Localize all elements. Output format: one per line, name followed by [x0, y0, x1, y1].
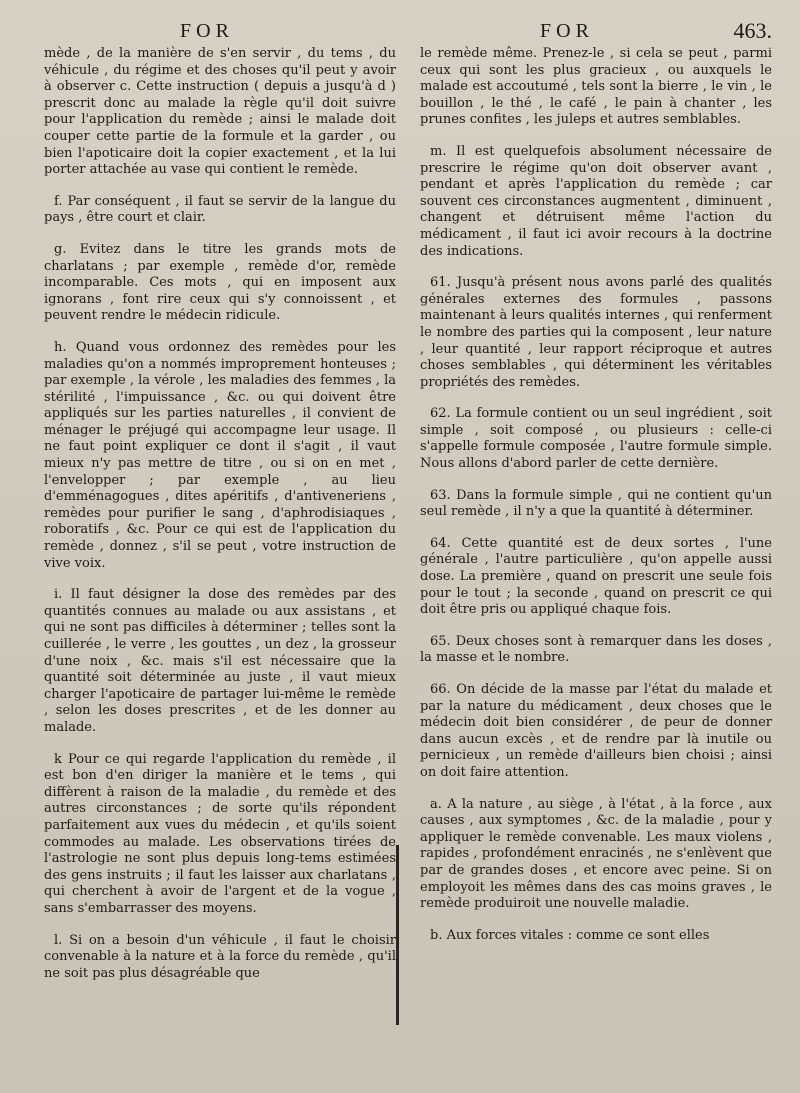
text-columns	[44, 46, 780, 997]
paragraph: k Pour ce qui regarde l'application du remède , il est bon d'en diriger la manière et le tems , qui diffèrent à raison de la maladie , du remède et des autres circonstances ; de sorte qu'ils répondent parfaitement aux vues du médecin , et qu'ils soient commodes au malade. Les observations tirées de l'astrologie ne sont plus depuis long-tems estimées des gens instruits ; il faut les laisser aux charlatans , qui cherchent à avoir de l'argent et de la vogue , sans s'embarrasser des moyens.	[44, 751, 396, 916]
header-right: FOR	[540, 20, 594, 42]
header-left: FOR	[180, 20, 234, 42]
paragraph: h. Quand vous ordonnez des remèdes pour les maladies qu'on a nommés improprement honteuses ; par exemple , la vérole , les maladies des femmes , la stérilité , l'impuissance , &c. ou qui doivent être appliqués sur les parties naturelles , il convient de ménager le préjugé qui accompagne leur usage. Il ne faut point expliquer ce dont il s'agit , il vaut mieux n'y pas mettre de titre , ou si on en met , l'envelopper ; par exemple , au lieu d'emménagogues , dites apéritifs , d'antiveneriens , remèdes pour purifier le sang , d'aphrodisiaques , roboratifs , &c. Pour ce qui est de l'application du remède , donnez , s'il se peut , votre instruction de vive voix.	[44, 339, 396, 571]
paragraph: g. Evitez dans le titre les grands mots de charlatans ; par exemple , remède d'or, remède incomparable. Ces mots , qui en imposent aux ignorans , font rire ceux qui s'y connoissent , et peuvent rendre le médecin ridicule.	[44, 241, 396, 324]
paragraph: b. Aux forces vitales : comme ce sont elles	[430, 927, 710, 943]
paragraph: 64. Cette quantité est de deux sortes , l'une générale , l'autre particulière , qu'on appelle aussi dose. La première , quand on prescrit une seule fois pour le tout ; la seconde , quand on prescrit ce qui doit être pris ou appliqué chaque fois.	[420, 535, 772, 618]
margin-rule	[396, 845, 399, 1025]
paragraph: le remède même. Prenez-le , si cela se peut , parmi ceux qui sont les plus gracieux , ou auxquels le malade est accoutumé , tels sont la bierre , le vin , le bouillon , le thé , le café , le pain à chanter , les prunes confites , les juleps et autres semblables.	[420, 46, 772, 128]
running-header	[44, 14, 780, 46]
page-number: 463.	[733, 18, 772, 43]
paragraph: 61. Jusqu'à présent nous avons parlé des qualités générales externes des formules , passons maintenant à leurs qualités internes , qui renferment le nombre des parties qui la composent , leur nature , leur quantité , leur rapport réciproque et autres choses semblables , qui déterminent les véritables propriétés des remèdes.	[420, 275, 772, 390]
right-column	[420, 46, 772, 997]
paragraph: 63. Dans la formule simple , qui ne contient qu'un seul remède , il n'y a que la quantité à déterminer.	[420, 487, 772, 520]
paragraph: 66. On décide de la masse par l'état du malade et par la nature du médicament , deux choses que le médecin doit bien considérer , de peur de donner dans aucun excès , et de rendre par là inutile ou pernicieux , un remède d'ailleurs bien choisi ; ainsi on doit faire attention.	[420, 682, 772, 780]
left-column	[44, 46, 396, 997]
paragraph: 65. Deux choses sont à remarquer dans les doses , la masse et le nombre.	[420, 633, 772, 666]
paragraph: 62. La formule contient ou un seul ingrédient , soit simple , soit composé , ou plusieurs : celle-ci s'appelle formule composée , l'autre formule simple. Nous allons d'abord parler de cette dernière.	[420, 406, 772, 472]
paragraph: m. Il est quelquefois absolument nécessaire de prescrire le régime qu'on doit observer avant , pendant et après l'application du remède ; car souvent ces circonstances augmentent , diminuent , changent et détruisent même l'action du médicament , il faut ici avoir recours à la doctrine des indications.	[420, 143, 772, 259]
paragraph: l. Si on a besoin d'un véhicule , il faut le choisir convenable à la nature et à la force du remède , qu'il ne soit pas plus désagréable que	[44, 932, 396, 981]
paragraph: i. Il faut désigner la dose des remèdes par des quantités connues au malade ou aux assistans , et qui ne sont pas difficiles à déterminer ; telles sont la cuillerée , le verre , les gouttes , un dez , la grosseur d'une noix , &c. mais s'il est nécessaire que la quantité soit déterminée au juste , il vaut mieux charger l'apoticaire de partager lui-même le remède , selon les doses prescrites , et de les donner au malade.	[44, 587, 396, 735]
paragraph: mède , de la manière de s'en servir , du tems , du véhicule , du régime et des choses qu'il peut y avoir à observer c. Cette instruction ( depuis a jusqu'à d ) prescrit donc au malade la règle qu'il doit suivre pour l'application du remède ; ainsi le malade doit couper cette partie de la formule et la garder , ou bien l'apoticaire doit la copier exactement , et la lui porter attachée au vase qui contient le remède.	[44, 46, 396, 178]
paragraph: f. Par conséquent , il faut se servir de la langue du pays , être court et clair.	[44, 193, 396, 226]
paragraph: a. A la nature , au siège , à l'état , à la force , aux causes , aux symptomes , &c. de la maladie , pour y appliquer le remède convenable. Les maux violens , rapides , profondément enracinés , ne s'enlèvent que par de grandes doses , et encore avec peine. Si on employoit les mêmes dans des cas moins graves , le remède produiroit une nouvelle maladie.	[420, 796, 772, 912]
